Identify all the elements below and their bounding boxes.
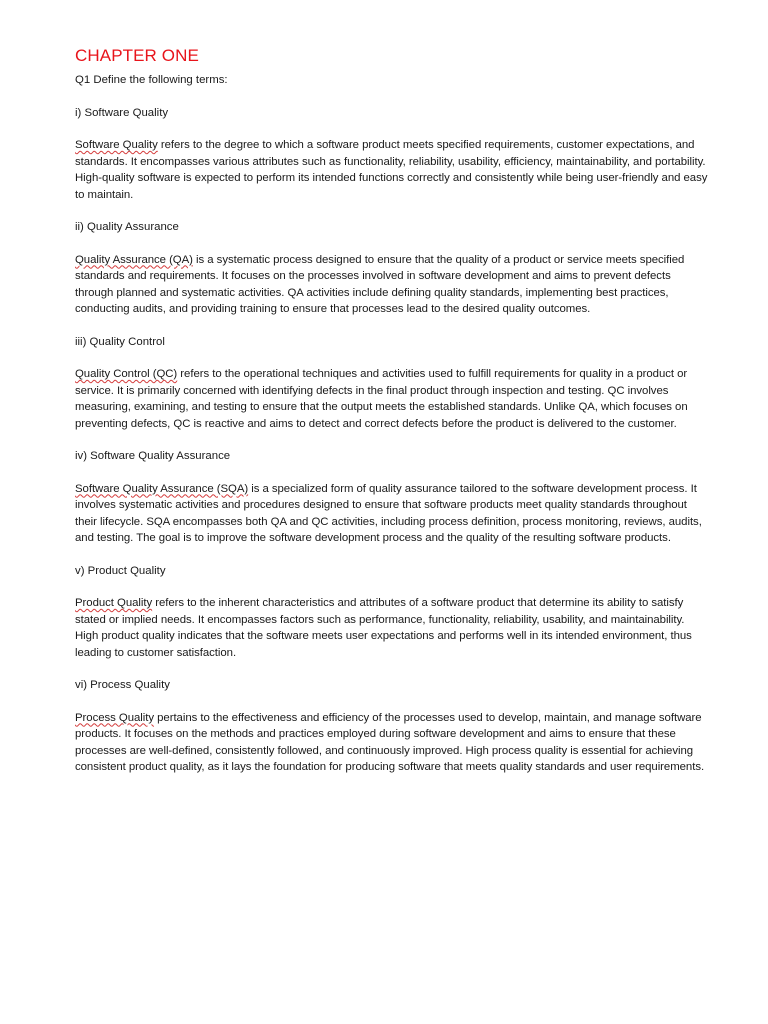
section-heading: ii) Quality Assurance	[75, 221, 179, 233]
section-definition	[75, 366, 708, 432]
definition-text: refers to the degree to which a software product meets specified requirements, customer expectations, and standards. It encompasses various attributes such as functionality, reliability, usability, efficiency, maintainability, and portability. High-quality software is expected to perform its intended functions correctly and consistently while being user-friendly and easy to maintain.	[75, 139, 708, 201]
definition-text: refers to the inherent characteristics and attributes of a software product that determine its ability to satisfy stated or implied needs. It encompasses factors such as performance, functionality, reliability, usability, and maintainability. High product quality indicates that the software meets user expectations and performs well in its intended environment, thus leading to customer satisfaction.	[75, 597, 692, 659]
question-prompt: Q1 Define the following terms:	[75, 74, 228, 86]
section-heading: iv) Software Quality Assurance	[75, 450, 231, 462]
defined-term: Software Quality Assurance (SQA)	[75, 482, 249, 495]
section-definition	[75, 137, 708, 203]
section-heading: i) Software Quality	[75, 106, 169, 119]
section-definition	[75, 595, 708, 661]
section-software-quality	[75, 105, 708, 204]
defined-term: Process Quality	[75, 711, 155, 724]
definition-text: pertains to the effectiveness and efficiency of the processes used to develop, maintain, and manage software products. It focuses on the methods and practices employed during software development and aims to ensure that these processes are well-defined, consistently followed, and continuously improved. High process quality is essential for achieving consistent product quality, as it lays the foundation for producing software that meets quality standards and user requirements.	[75, 711, 705, 773]
section-process-quality	[75, 677, 708, 776]
section-software-quality-assurance	[75, 448, 708, 547]
section-quality-control	[75, 334, 708, 433]
defined-term: Software Quality	[75, 139, 158, 151]
defined-term: Quality Control (QC)	[75, 368, 178, 380]
defined-term: Quality Assurance (QA)	[75, 253, 193, 266]
section-product-quality	[75, 563, 708, 662]
section-definition	[75, 252, 708, 318]
defined-term: Product Quality	[75, 597, 153, 609]
section-definition	[75, 481, 708, 547]
definition-text: is a systematic process designed to ensure that the quality of a product or service meets specified standards and requirements. It focuses on the processes involved in software development and aims to prevent defects through planned and systematic activities. QA activities include defining quality standards, implementing best practices, conducting audits, and providing training to ensure that processes lead to the desired quality outcomes.	[75, 253, 685, 315]
definition-text: is a specialized form of quality assurance tailored to the software development process. It involves systematic activities and procedures designed to ensure that software products meet quality standards throughout their lifecycle. SQA encompasses both QA and QC activities, including process definition, process monitoring, reviews, audits, and testing. The goal is to improve the software development process and the quality of the resulting software products.	[75, 482, 702, 544]
section-quality-assurance	[75, 219, 708, 318]
section-heading: v) Product Quality	[75, 564, 166, 577]
section-definition	[75, 710, 708, 776]
section-heading: vi) Process Quality	[75, 679, 170, 691]
section-heading: iii) Quality Control	[75, 335, 165, 348]
chapter-title: CHAPTER ONE	[75, 46, 199, 65]
definition-text: refers to the operational techniques and activities used to fulfill requirements for quality in a product or service. It is primarily concerned with identifying defects in the final product through inspection and testing. QC involves measuring, examining, and testing to ensure that the output meets the established standards. Unlike QA, which focuses on preventing defects, QC is reactive and aims to detect and correct defects before the product is delivered to the customer.	[75, 368, 688, 430]
